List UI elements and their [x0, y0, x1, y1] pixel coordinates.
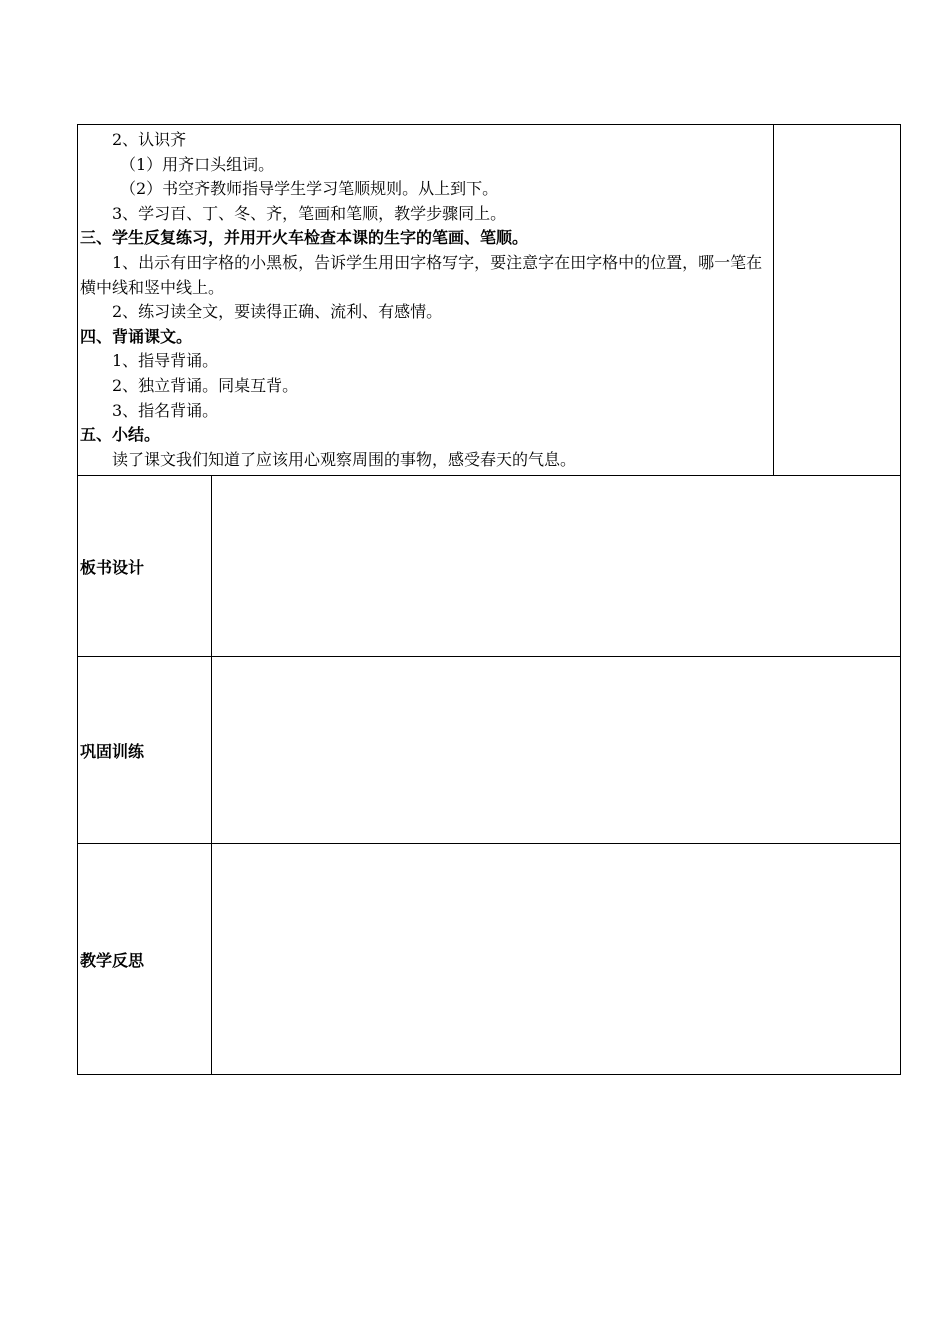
lesson-content-cell [78, 125, 774, 475]
lesson-content-row [78, 125, 900, 475]
board-design-area [212, 476, 900, 656]
lesson-line: 2、练习读全文，要读得正确、流利、有感情。 [112, 302, 443, 322]
consolidation-label: 巩固训练 [78, 657, 212, 843]
section-heading: 五、小结。 [80, 425, 161, 445]
lesson-line: 1、指导背诵。 [112, 351, 219, 371]
consolidation-area [212, 657, 900, 843]
reflection-area [212, 844, 900, 1074]
lesson-line: 1、出示有田字格的小黑板，告诉学生用田字格写字，要注意字在田字格中的位置，哪一笔在横中线和竖中线上。 [80, 252, 763, 297]
lesson-line: （2）书空齐教师指导学生学习笔顺规则。从上到下。 [120, 179, 499, 199]
lesson-line: （1）用齐口头组词。 [120, 154, 275, 174]
lesson-line: 2、认识齐 [112, 130, 187, 149]
consolidation-row [78, 656, 900, 843]
lesson-plan-table [77, 124, 901, 1075]
board-design-row [78, 475, 900, 656]
section-heading: 四、背诵课文。 [80, 326, 193, 346]
lesson-line: 2、独立背诵。同桌互背。 [112, 375, 299, 395]
lesson-line: 3、学习百、丁、冬、齐，笔画和笔顺，教学步骤同上。 [112, 203, 507, 223]
lesson-line: 3、指名背诵。 [112, 400, 219, 420]
lesson-line: 读了课文我们知道了应该用心观察周围的事物，感受春天的气息。 [112, 449, 577, 469]
section-heading: 三、学生反复练习，并用开火车检查本课的生字的笔画、笔顺。 [80, 228, 529, 248]
reflection-row [78, 843, 900, 1074]
reflection-label: 教学反思 [78, 844, 212, 1074]
board-design-label: 板书设计 [78, 476, 212, 656]
notes-cell [774, 125, 900, 475]
